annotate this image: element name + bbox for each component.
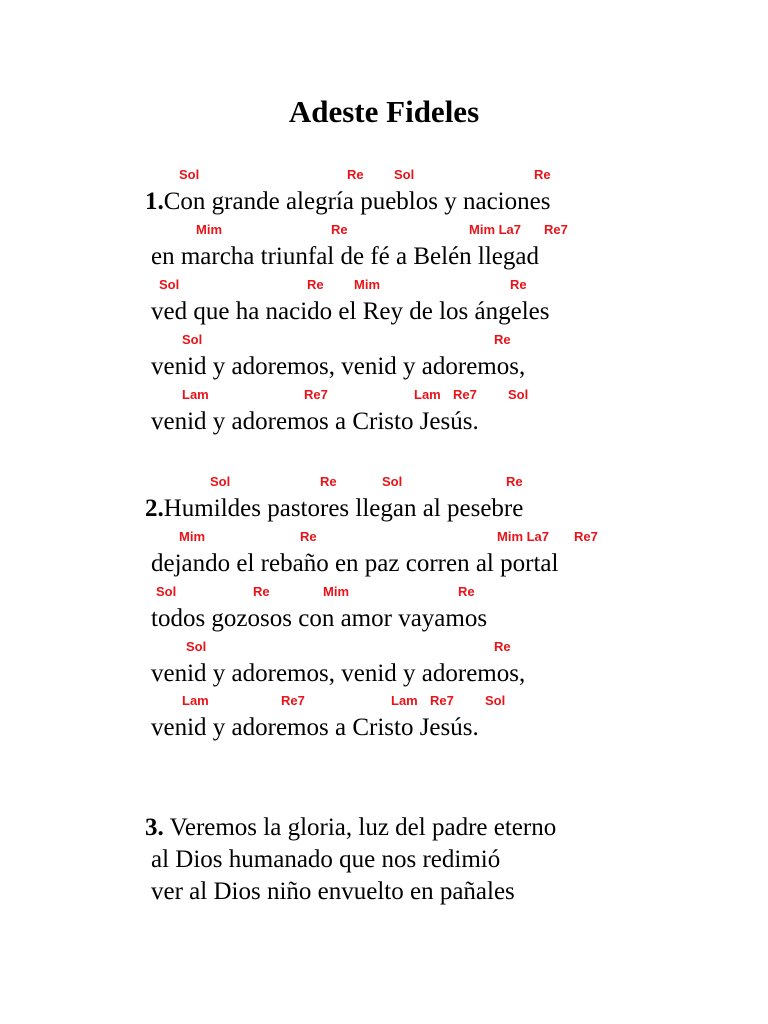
- lyric-line: 2.Humildes pastores llegan al pesebre: [145, 495, 524, 522]
- chord: Re7: [544, 222, 568, 237]
- chord: Mim: [323, 584, 349, 599]
- lyric-line: venid y adoremos, venid y adoremos,: [151, 660, 526, 687]
- chord: Sol: [210, 474, 231, 489]
- chord: Lam: [182, 387, 209, 402]
- lyric-line: 3. Veremos la gloria, luz del padre eterno: [145, 814, 557, 841]
- chord: Sol: [156, 584, 177, 599]
- chord: Re: [510, 277, 527, 292]
- chord: Sol: [508, 387, 529, 402]
- chord: Re: [307, 277, 324, 292]
- chord: Lam: [182, 693, 209, 708]
- song-title: Adeste Fideles: [288, 94, 480, 129]
- chord: Mim La7: [469, 222, 522, 237]
- chord: Mim La7: [497, 529, 550, 544]
- chord: Re: [506, 474, 523, 489]
- chord: Sol: [159, 277, 180, 292]
- chord: Re: [347, 167, 364, 182]
- lyric-line: en marcha triunfal de fé a Belén llegad: [151, 243, 540, 270]
- chord: Re: [494, 639, 511, 654]
- chord: Re: [494, 332, 511, 347]
- chord: Re7: [281, 693, 305, 708]
- chord: Re7: [304, 387, 328, 402]
- chord: Re: [300, 529, 317, 544]
- chord: Re: [534, 167, 551, 182]
- chord: Re7: [453, 387, 477, 402]
- chord: Re: [458, 584, 475, 599]
- lyric-line: venid y adoremos a Cristo Jesús.: [151, 714, 479, 741]
- chord: Sol: [382, 474, 403, 489]
- chord: Re7: [430, 693, 454, 708]
- chord: Mim: [354, 277, 380, 292]
- lyric-line: 1.Con grande alegría pueblos y naciones: [145, 188, 551, 215]
- chord: Lam: [391, 693, 418, 708]
- lyric-line: venid y adoremos a Cristo Jesús.: [151, 408, 479, 435]
- chord: Sol: [182, 332, 203, 347]
- lyric-line: al Dios humanado que nos redimió: [151, 846, 501, 873]
- chord: Mim: [179, 529, 205, 544]
- verse-number: 3.: [145, 814, 164, 841]
- lyric-line: ver al Dios niño envuelto en pañales: [151, 878, 515, 905]
- chord: Re: [331, 222, 348, 237]
- lyric-line: ved que ha nacido el Rey de los ángeles: [151, 298, 550, 325]
- lyric-line: venid y adoremos, venid y adoremos,: [151, 353, 526, 380]
- chord: Mim: [196, 222, 222, 237]
- chord: Sol: [485, 693, 506, 708]
- lyric-line: todos gozosos con amor vayamos: [151, 605, 488, 632]
- chord: Sol: [179, 167, 200, 182]
- verse-number: 2.: [145, 495, 164, 522]
- lyric-line: dejando el rebaño en paz corren al portal: [151, 550, 559, 577]
- verse-number: 1.: [145, 188, 164, 215]
- chord: Sol: [186, 639, 207, 654]
- chord: Re: [253, 584, 270, 599]
- chord: Re: [320, 474, 337, 489]
- chord: Lam: [414, 387, 441, 402]
- chord: Sol: [394, 167, 415, 182]
- chord: Re7: [574, 529, 598, 544]
